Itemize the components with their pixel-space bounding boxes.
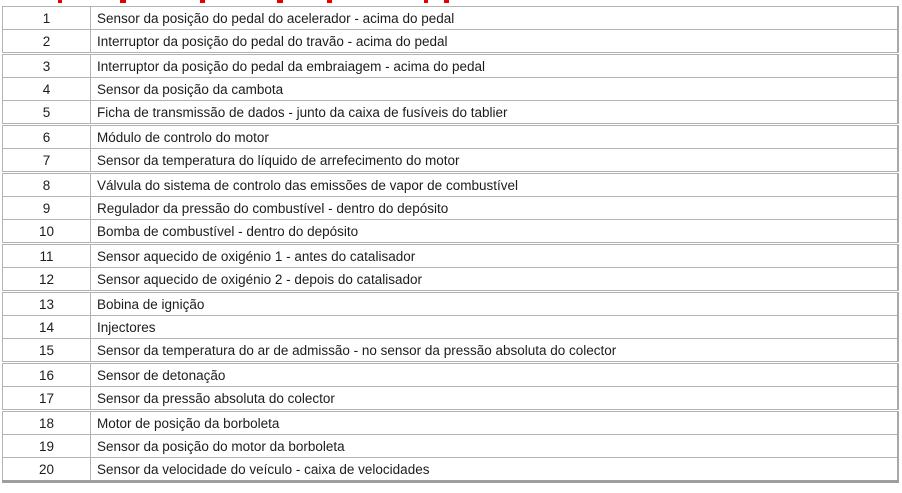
row-description-cell: Sensor da temperatura do ar de admissão - no sensor da pressão absoluta do colector: [91, 339, 899, 363]
row-description-cell: Regulador da pressão do combustível - dentro do depósito: [91, 197, 899, 220]
table-row: [3, 316, 899, 339]
row-description-cell: Módulo de controlo do motor: [91, 125, 899, 149]
row-description-cell: Injectores: [91, 316, 899, 339]
row-number-cell: 18: [3, 411, 91, 435]
table-row: [3, 411, 899, 435]
table-row: [3, 197, 899, 220]
component-legend-table: [2, 6, 899, 483]
row-number-cell: 12: [3, 268, 91, 292]
row-description-cell: Interruptor da posição do pedal da embraiagem - acima do pedal: [91, 54, 899, 78]
row-description-cell: Sensor da posição da cambota: [91, 78, 899, 101]
row-number-cell: 2: [3, 30, 91, 54]
table-row: [3, 30, 899, 54]
table-row: [3, 458, 899, 482]
row-description-cell: Sensor aquecido de oxigénio 2 - depois do catalisador: [91, 268, 899, 292]
table-row: [3, 435, 899, 458]
row-number-cell: 14: [3, 316, 91, 339]
row-description-cell: Bomba de combustível - dentro do depósito: [91, 220, 899, 244]
row-number-cell: 6: [3, 125, 91, 149]
row-description-cell: Sensor da posição do pedal do acelerador - acima do pedal: [91, 7, 899, 30]
table-row: [3, 244, 899, 268]
row-number-cell: 1: [3, 7, 91, 30]
table-row: [3, 363, 899, 387]
row-description-cell: Sensor da pressão absoluta do colector: [91, 387, 899, 411]
red-text-fragment: [200, 0, 205, 3]
row-description-cell: Válvula do sistema de controlo das emissões de vapor de combustível: [91, 173, 899, 197]
row-description-cell: Sensor da velocidade do veículo - caixa de velocidades: [91, 458, 899, 482]
row-description-cell: Bobina de ignição: [91, 292, 899, 316]
table-row: [3, 268, 899, 292]
row-number-cell: 7: [3, 149, 91, 173]
row-number-cell: 4: [3, 78, 91, 101]
row-number-cell: 3: [3, 54, 91, 78]
table-row: [3, 173, 899, 197]
row-number-cell: 19: [3, 435, 91, 458]
row-description-cell: Interruptor da posição do pedal do travão - acima do pedal: [91, 30, 899, 54]
red-text-fragment: [444, 0, 449, 3]
red-text-fragment: [58, 0, 62, 3]
row-number-cell: 15: [3, 339, 91, 363]
row-number-cell: 5: [3, 101, 91, 125]
row-description-cell: Ficha de transmissão de dados - junto da caixa de fusíveis do tablier: [91, 101, 899, 125]
table-row: [3, 7, 899, 30]
row-number-cell: 20: [3, 458, 91, 482]
row-number-cell: 11: [3, 244, 91, 268]
row-number-cell: 10: [3, 220, 91, 244]
red-text-fragment: [120, 0, 126, 3]
table-row: [3, 220, 899, 244]
row-number-cell: 16: [3, 363, 91, 387]
row-number-cell: 8: [3, 173, 91, 197]
component-legend-table-body: [3, 7, 899, 482]
row-description-cell: Motor de posição da borboleta: [91, 411, 899, 435]
table-row: [3, 387, 899, 411]
red-text-fragment: [277, 0, 283, 3]
row-description-cell: Sensor da posição do motor da borboleta: [91, 435, 899, 458]
table-row: [3, 125, 899, 149]
table-row: [3, 292, 899, 316]
row-number-cell: 13: [3, 292, 91, 316]
table-row: [3, 78, 899, 101]
table-row: [3, 149, 899, 173]
row-description-cell: Sensor de detonação: [91, 363, 899, 387]
row-number-cell: 9: [3, 197, 91, 220]
row-description-cell: Sensor da temperatura do líquido de arrefecimento do motor: [91, 149, 899, 173]
red-text-fragment: [424, 0, 428, 3]
table-row: [3, 339, 899, 363]
table-row: [3, 101, 899, 125]
red-text-fragment: [327, 0, 332, 3]
table-row: [3, 54, 899, 78]
row-number-cell: 17: [3, 387, 91, 411]
row-description-cell: Sensor aquecido de oxigénio 1 - antes do catalisador: [91, 244, 899, 268]
